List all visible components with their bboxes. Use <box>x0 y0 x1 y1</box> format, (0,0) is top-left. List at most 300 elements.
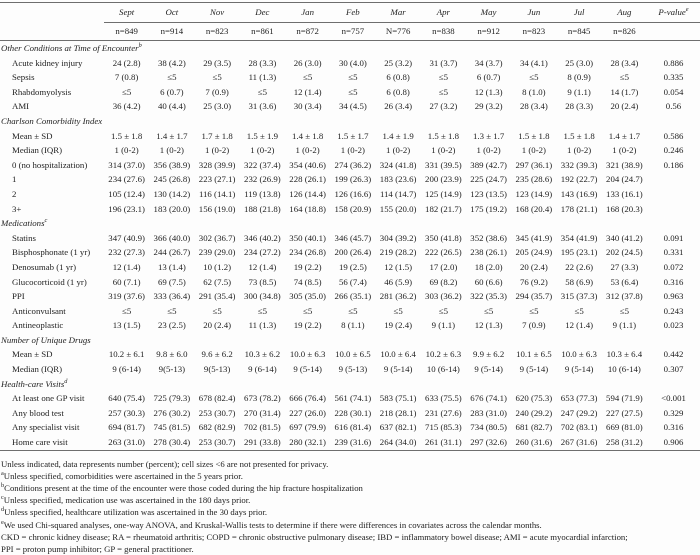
value-cell: 9 (5-14) <box>519 364 549 375</box>
value-cell: 178 (21.1) <box>560 203 598 214</box>
value-cell: 678 (82.4) <box>198 393 236 404</box>
pvalue-cell: 0.316 <box>663 422 684 433</box>
value-cell: 266 (35.1) <box>334 291 372 302</box>
value-cell: 123 (13.5) <box>470 188 507 199</box>
value-cell: 9 (1.1) <box>612 320 637 331</box>
value-cell: 322 (35.3) <box>470 291 507 302</box>
value-cell: 234 (26.8) <box>289 247 326 258</box>
footnote <box>1 458 700 470</box>
value-cell: 1.4 ± 1.8 <box>292 130 324 141</box>
month-column-header: Apr <box>421 3 466 23</box>
value-cell: 195 (23.1) <box>560 247 598 258</box>
value-cell: 9 (5-14) <box>564 364 594 375</box>
value-cell: 9 (5-13) <box>338 364 368 375</box>
value-cell: 9 (6-14) <box>248 364 277 375</box>
value-cell: ≤5 <box>303 305 313 316</box>
footnote <box>1 543 700 555</box>
pvalue-cell: 0.886 <box>663 57 684 68</box>
pvalue-header-label: P-value <box>658 7 686 18</box>
value-cell: 291 (35.4) <box>198 291 236 302</box>
value-cell: ≤5 <box>348 305 358 316</box>
value-cell: 1 (0-2) <box>476 145 501 156</box>
pvalue-cell: 0.246 <box>663 145 684 156</box>
row-label: Statins <box>12 232 36 243</box>
value-cell: 346 (40.2) <box>244 232 281 243</box>
value-cell: 200 (23.9) <box>425 174 462 185</box>
value-cell: 261 (31.1) <box>425 437 462 448</box>
value-cell: 715 (85.3) <box>425 422 462 433</box>
row-label: Rhabdomyolysis <box>12 86 72 97</box>
value-cell: 312 (37.8) <box>606 291 643 302</box>
value-cell: 1 (0-2) <box>250 145 275 156</box>
section-heading <box>0 114 700 129</box>
value-cell: 192 (22.7) <box>560 174 598 185</box>
n-count-cell: n=845 <box>557 23 602 41</box>
value-cell: 352 (38.6) <box>470 232 507 243</box>
pvalue-cell <box>647 202 700 217</box>
value-cell: ≤5 <box>438 305 448 316</box>
value-cell: 20 (2.4) <box>519 261 548 272</box>
month-column-header: Jun <box>511 3 556 23</box>
value-cell: 58 (6.9) <box>565 276 594 287</box>
section-heading-label: Number of Unique Drugs <box>1 334 91 345</box>
value-cell: 56 (7.4) <box>338 276 367 287</box>
month-column-header: May <box>466 3 511 23</box>
value-cell: ≤5 <box>167 305 177 316</box>
section-heading-row <box>0 377 700 392</box>
value-cell: 225 (24.7) <box>470 174 507 185</box>
value-cell: ≤5 <box>122 305 132 316</box>
row-label: Antineoplastic <box>12 320 64 331</box>
value-cell: ≤5 <box>574 305 584 316</box>
value-cell: 8 (1.0) <box>522 86 546 97</box>
row-label: PPI <box>12 291 25 302</box>
row-label: At least one GP visit <box>12 393 85 404</box>
row-label: 0 (no hospitalization) <box>12 159 88 170</box>
value-cell: 303 (36.2) <box>425 291 462 302</box>
value-cell: 238 (26.1) <box>470 247 507 258</box>
section-heading-label: Charlson Comorbidity Index <box>1 115 103 126</box>
footnote <box>1 531 700 543</box>
value-cell: 28 (3.3) <box>565 101 594 112</box>
pvalue-cell: 0.316 <box>663 276 684 287</box>
value-cell: 114 (14.7) <box>379 188 417 199</box>
value-cell: 297 (36.1) <box>515 159 553 170</box>
value-cell: 640 (75.4) <box>108 393 145 404</box>
value-cell: 366 (40.0) <box>153 232 191 243</box>
table-row <box>0 318 700 333</box>
value-cell: 239 (31.6) <box>334 437 372 448</box>
empty-corner-cell <box>0 3 104 23</box>
table-row <box>0 158 700 173</box>
value-cell: 1 (0-2) <box>340 145 365 156</box>
footnote-superscript: e <box>1 518 4 526</box>
value-cell: 12 (1.4) <box>565 320 594 331</box>
n-count-cell: n=872 <box>285 23 330 41</box>
value-cell: 231 (27.6) <box>425 407 462 418</box>
table-row <box>0 289 700 304</box>
value-cell: 19 (2.4) <box>384 320 413 331</box>
value-cell: 653 (77.3) <box>560 393 598 404</box>
value-cell: 745 (81.5) <box>153 422 191 433</box>
value-cell: ≤5 <box>529 305 539 316</box>
value-cell: 1.3 ± 1.7 <box>473 130 505 141</box>
footnote-text: Unless indicated, data represents number (percent); cell sizes <6 are not presented for privacy. <box>1 458 329 469</box>
value-cell: 40 (4.4) <box>157 101 186 112</box>
value-cell: 34 (4.1) <box>519 57 548 68</box>
value-cell: 175 (19.2) <box>470 203 507 214</box>
value-cell: 1.5 ± 1.7 <box>337 130 369 141</box>
row-label: Mean ± SD <box>12 349 53 360</box>
value-cell: 12 (1.5) <box>384 261 413 272</box>
value-cell: ≤5 <box>212 305 222 316</box>
value-cell: 1.4 ± 1.7 <box>156 130 188 141</box>
value-cell: 19 (2.2) <box>293 320 322 331</box>
section-heading-superscript: d <box>64 377 68 385</box>
value-cell: 9 (1.1) <box>431 320 456 331</box>
value-cell: 182 (21.7) <box>425 203 462 214</box>
value-cell: 13 (1.5) <box>112 320 141 331</box>
value-cell: 7 (0.8) <box>114 72 139 83</box>
value-cell: 1.5 ± 1.9 <box>246 130 278 141</box>
value-cell: 354 (41.9) <box>560 232 598 243</box>
value-cell: 69 (7.5) <box>157 276 186 287</box>
month-column-header: Dec <box>240 3 285 23</box>
row-label: Home care visit <box>12 437 68 448</box>
value-cell: 253 (30.7) <box>198 407 236 418</box>
value-cell: 76 (9.2) <box>519 276 548 287</box>
section-heading-label: Medications <box>1 218 45 229</box>
table-row <box>0 347 700 362</box>
value-cell: 60 (7.1) <box>112 276 141 287</box>
table-row <box>0 231 700 246</box>
value-cell: 9 (1.1) <box>567 86 591 97</box>
pvalue-cell: 0.072 <box>663 261 684 272</box>
value-cell: 263 (31.0) <box>108 437 145 448</box>
value-cell: 28 (3.4) <box>610 57 639 68</box>
value-cell: 30 (3.4) <box>293 101 322 112</box>
row-label: Any specialist visit <box>12 422 80 433</box>
value-cell: 283 (31.0) <box>470 407 507 418</box>
value-cell: 11 (1.3) <box>248 320 277 331</box>
table-row <box>0 172 700 187</box>
value-cell: 9.6 ± 6.2 <box>201 349 233 360</box>
row-label: Median (IQR) <box>12 364 63 375</box>
value-cell: 9 (5-14) <box>474 364 503 375</box>
value-cell: 10.3 ± 6.4 <box>606 349 643 360</box>
value-cell: 27 (3.2) <box>429 101 458 112</box>
value-cell: 12 (1.4) <box>112 261 141 272</box>
value-cell: 205 (24.9) <box>515 247 553 258</box>
value-cell: 235 (28.6) <box>515 174 553 185</box>
value-cell: 9(5-13) <box>158 364 186 375</box>
row-label: 2 <box>12 188 17 199</box>
value-cell: 60 (6.6) <box>474 276 503 287</box>
pvalue-cell: 0.335 <box>663 72 684 83</box>
months-header-row <box>0 3 700 23</box>
value-cell: 7 (0.9) <box>522 320 546 331</box>
footnote-superscript: b <box>1 482 5 490</box>
value-cell: 202 (24.5) <box>606 247 643 258</box>
value-cell: 253 (30.7) <box>198 437 236 448</box>
value-cell: 10.0 ± 6.4 <box>380 349 416 360</box>
value-cell: 389 (42.7) <box>470 159 507 170</box>
pvalue-cell: 0.963 <box>663 291 684 302</box>
pvalue-header-superscript: e <box>685 6 689 14</box>
value-cell: 25 (3.0) <box>565 57 594 68</box>
value-cell: 291 (33.8) <box>244 437 281 448</box>
value-cell: 345 (41.9) <box>515 232 553 243</box>
row-label: Mean ± SD <box>12 130 53 141</box>
pvalue-cell: 0.442 <box>663 349 684 360</box>
value-cell: 561 (74.1) <box>334 393 372 404</box>
value-cell: 38 (4.2) <box>157 57 186 68</box>
value-cell: 669 (81.0) <box>606 422 643 433</box>
value-cell: 328 (39.9) <box>198 159 236 170</box>
value-cell: 294 (35.7) <box>515 291 553 302</box>
value-cell: 332 (39.3) <box>560 159 598 170</box>
row-label: 1 <box>12 174 17 185</box>
value-cell: 7 (0.9) <box>205 86 229 97</box>
n-count-cell: n=757 <box>330 23 375 41</box>
value-cell: 14 (1.7) <box>610 86 639 97</box>
table-row <box>0 275 700 290</box>
value-cell: 234 (27.6) <box>108 174 145 185</box>
table-row <box>0 143 700 158</box>
pvalue-cell: 0.186 <box>663 159 684 170</box>
table-row <box>0 70 700 85</box>
n-count-cell: n=826 <box>602 23 647 41</box>
monthly-baseline-characteristics-table <box>0 2 700 451</box>
value-cell: 281 (36.2) <box>379 291 417 302</box>
value-cell: 53 (6.4) <box>610 276 639 287</box>
value-cell: ≤5 <box>257 86 267 97</box>
value-cell: 22 (2.6) <box>565 261 594 272</box>
value-cell: 36 (4.2) <box>112 101 141 112</box>
month-column-header: Nov <box>195 3 240 23</box>
value-cell: 702 (81.5) <box>244 422 281 433</box>
value-cell: 10.1 ± 6.5 <box>516 349 552 360</box>
value-cell: 331 (39.5) <box>425 159 462 170</box>
value-cell: 10 (6-14) <box>426 364 460 375</box>
value-cell: 9 (5-14) <box>293 364 322 375</box>
value-cell: 227 (27.5) <box>606 407 643 418</box>
value-cell: 17 (2.0) <box>429 261 458 272</box>
pvalue-cell: <0.001 <box>661 393 686 404</box>
value-cell: 12 (1.4) <box>293 86 322 97</box>
value-cell: 9(5-13) <box>203 364 231 375</box>
row-label: Any blood test <box>12 407 64 418</box>
section-heading-superscript: b <box>138 42 142 50</box>
value-cell: 258 (31.2) <box>606 437 643 448</box>
value-cell: ≤5 <box>393 305 403 316</box>
n-count-cell: n=912 <box>466 23 511 41</box>
row-label: Acute kidney injury <box>12 57 83 68</box>
value-cell: 31 (3.6) <box>248 101 277 112</box>
value-cell: 25 (3.2) <box>384 57 413 68</box>
pvalue-cell: 0.331 <box>663 247 684 258</box>
value-cell: 126 (16.6) <box>334 188 372 199</box>
section-heading <box>0 41 700 56</box>
value-cell: 666 (76.4) <box>289 393 326 404</box>
value-cell: 340 (41.2) <box>606 232 643 243</box>
value-cell: 31 (3.7) <box>429 57 458 68</box>
value-cell: 27 (3.3) <box>610 261 639 272</box>
table-body <box>0 41 700 451</box>
value-cell: 29 (3.5) <box>203 57 232 68</box>
value-cell: 734 (80.5) <box>470 422 507 433</box>
n-count-cell: n=861 <box>240 23 285 41</box>
value-cell: 276 (30.2) <box>153 407 191 418</box>
table-row <box>0 435 700 450</box>
value-cell: 234 (27.2) <box>244 247 281 258</box>
month-column-header: Mar <box>376 3 421 23</box>
value-cell: 10 (6-14) <box>607 364 641 375</box>
value-cell: ≤5 <box>529 72 539 83</box>
value-cell: 34 (4.5) <box>338 101 367 112</box>
value-cell: ≤5 <box>484 305 494 316</box>
footnote-superscript: c <box>1 494 4 502</box>
value-cell: 12 (1.4) <box>248 261 277 272</box>
value-cell: 18 (2.0) <box>474 261 503 272</box>
value-cell: 346 (45.7) <box>334 232 372 243</box>
value-cell: 232 (27.3) <box>108 247 145 258</box>
table-row <box>0 362 700 377</box>
value-cell: 9.8 ± 6.0 <box>156 349 188 360</box>
n-count-cell: N=776 <box>376 23 421 41</box>
value-cell: 29 (3.2) <box>474 101 503 112</box>
value-cell: 10.0 ± 6.5 <box>335 349 371 360</box>
value-cell: ≤5 <box>619 305 629 316</box>
value-cell: 183 (23.6) <box>379 174 417 185</box>
value-cell: 130 (14.2) <box>153 188 191 199</box>
value-cell: 143 (16.9) <box>560 188 598 199</box>
month-column-header: Sept <box>104 3 149 23</box>
sample-size-row <box>0 23 700 41</box>
value-cell: 278 (30.4) <box>153 437 191 448</box>
month-column-header: Feb <box>330 3 375 23</box>
value-cell: 682 (82.9) <box>198 422 236 433</box>
section-heading-row <box>0 114 700 129</box>
table-row <box>0 420 700 435</box>
value-cell: 11 (1.3) <box>248 72 277 83</box>
value-cell: 12 (1.3) <box>474 320 503 331</box>
value-cell: 26 (3.4) <box>384 101 413 112</box>
value-cell: 156 (19.0) <box>198 203 236 214</box>
value-cell: 6 (0.8) <box>386 86 410 97</box>
value-cell: 347 (40.9) <box>108 232 145 243</box>
value-cell: 24 (2.8) <box>112 57 141 68</box>
pvalue-column-header <box>647 3 700 23</box>
value-cell: 354 (40.6) <box>289 159 326 170</box>
pvalue-cell: 0.329 <box>663 407 684 418</box>
value-cell: ≤5 <box>122 86 132 97</box>
pvalue-cell: 0.906 <box>663 437 684 448</box>
value-cell: 10 (1.2) <box>203 261 232 272</box>
section-heading-row <box>0 216 700 231</box>
value-cell: 583 (75.1) <box>379 393 417 404</box>
section-heading-superscript: c <box>44 217 48 225</box>
pvalue-cell <box>647 172 700 187</box>
footnote-text: PPI = proton pump inhibitor; GP = general practitioner. <box>1 544 194 555</box>
value-cell: 26 (3.0) <box>293 57 322 68</box>
value-cell: 73 (8.5) <box>248 276 277 287</box>
value-cell: 1.5 ± 1.8 <box>563 130 595 141</box>
value-cell: 300 (34.8) <box>244 291 281 302</box>
value-cell: 155 (20.0) <box>379 203 417 214</box>
value-cell: 30 (4.0) <box>338 57 367 68</box>
value-cell: 314 (37.0) <box>108 159 145 170</box>
value-cell: 9 (6-14) <box>112 364 141 375</box>
value-cell: 1.4 ± 1.7 <box>608 130 640 141</box>
value-cell: 637 (82.1) <box>379 422 417 433</box>
value-cell: ≤5 <box>167 72 177 83</box>
value-cell: 12 (1.3) <box>474 86 503 97</box>
value-cell: ≤5 <box>303 72 313 83</box>
pvalue-cell: 0.023 <box>663 320 684 331</box>
pvalue-cell: 0.054 <box>663 86 684 97</box>
value-cell: 123 (14.9) <box>515 188 553 199</box>
table-row <box>0 406 700 421</box>
table-row <box>0 56 700 71</box>
table-row <box>0 99 700 114</box>
value-cell: 620 (75.3) <box>515 393 553 404</box>
value-cell: 168 (20.3) <box>606 203 643 214</box>
value-cell: 240 (29.2) <box>515 407 553 418</box>
n-count-cell: n=914 <box>149 23 194 41</box>
value-cell: 9.9 ± 6.2 <box>473 349 505 360</box>
value-cell: 267 (31.6) <box>560 437 598 448</box>
table-row <box>0 260 700 275</box>
value-cell: ≤5 <box>348 86 358 97</box>
n-count-cell: n=823 <box>195 23 240 41</box>
n-count-cell: n=823 <box>511 23 556 41</box>
value-cell: 10.0 ± 6.3 <box>289 349 326 360</box>
row-label: 3+ <box>12 203 22 214</box>
value-cell: 304 (39.2) <box>379 232 417 243</box>
value-cell: 20 (2.4) <box>203 320 232 331</box>
section-heading-row <box>0 41 700 56</box>
value-cell: ≤5 <box>257 305 267 316</box>
value-cell: 697 (79.9) <box>289 422 326 433</box>
value-cell: 1 (0-2) <box>205 145 230 156</box>
value-cell: 69 (8.2) <box>429 276 458 287</box>
pvalue-cell: 0.56 <box>665 101 682 112</box>
value-cell: 20 (2.4) <box>610 101 639 112</box>
row-label: AMI <box>12 101 30 112</box>
value-cell: 219 (28.2) <box>379 247 417 258</box>
row-label: Median (IQR) <box>12 145 63 156</box>
value-cell: 223 (27.1) <box>198 174 236 185</box>
table-row <box>0 129 700 144</box>
value-cell: 183 (20.0) <box>153 203 191 214</box>
footnote-text: We used Chi-squared analyses, one-way ANOVA, and Kruskal-Wallis tests to determine if there were differences in covariates across the calendar months. <box>3 519 542 530</box>
value-cell: 1 (0-2) <box>612 145 637 156</box>
value-cell: ≤5 <box>619 72 629 83</box>
value-cell: 200 (26.4) <box>334 247 372 258</box>
value-cell: 1 (0-2) <box>567 145 592 156</box>
value-cell: 681 (82.7) <box>515 422 553 433</box>
value-cell: 46 (5.9) <box>384 276 413 287</box>
value-cell: 633 (75.5) <box>425 393 462 404</box>
value-cell: 260 (31.6) <box>515 437 553 448</box>
value-cell: 196 (23.1) <box>108 203 145 214</box>
value-cell: 673 (78.2) <box>244 393 281 404</box>
value-cell: 315 (37.3) <box>560 291 598 302</box>
row-label: Sepsis <box>12 72 35 83</box>
value-cell: 1 (0-2) <box>386 145 411 156</box>
value-cell: 9 (5-14) <box>383 364 413 375</box>
